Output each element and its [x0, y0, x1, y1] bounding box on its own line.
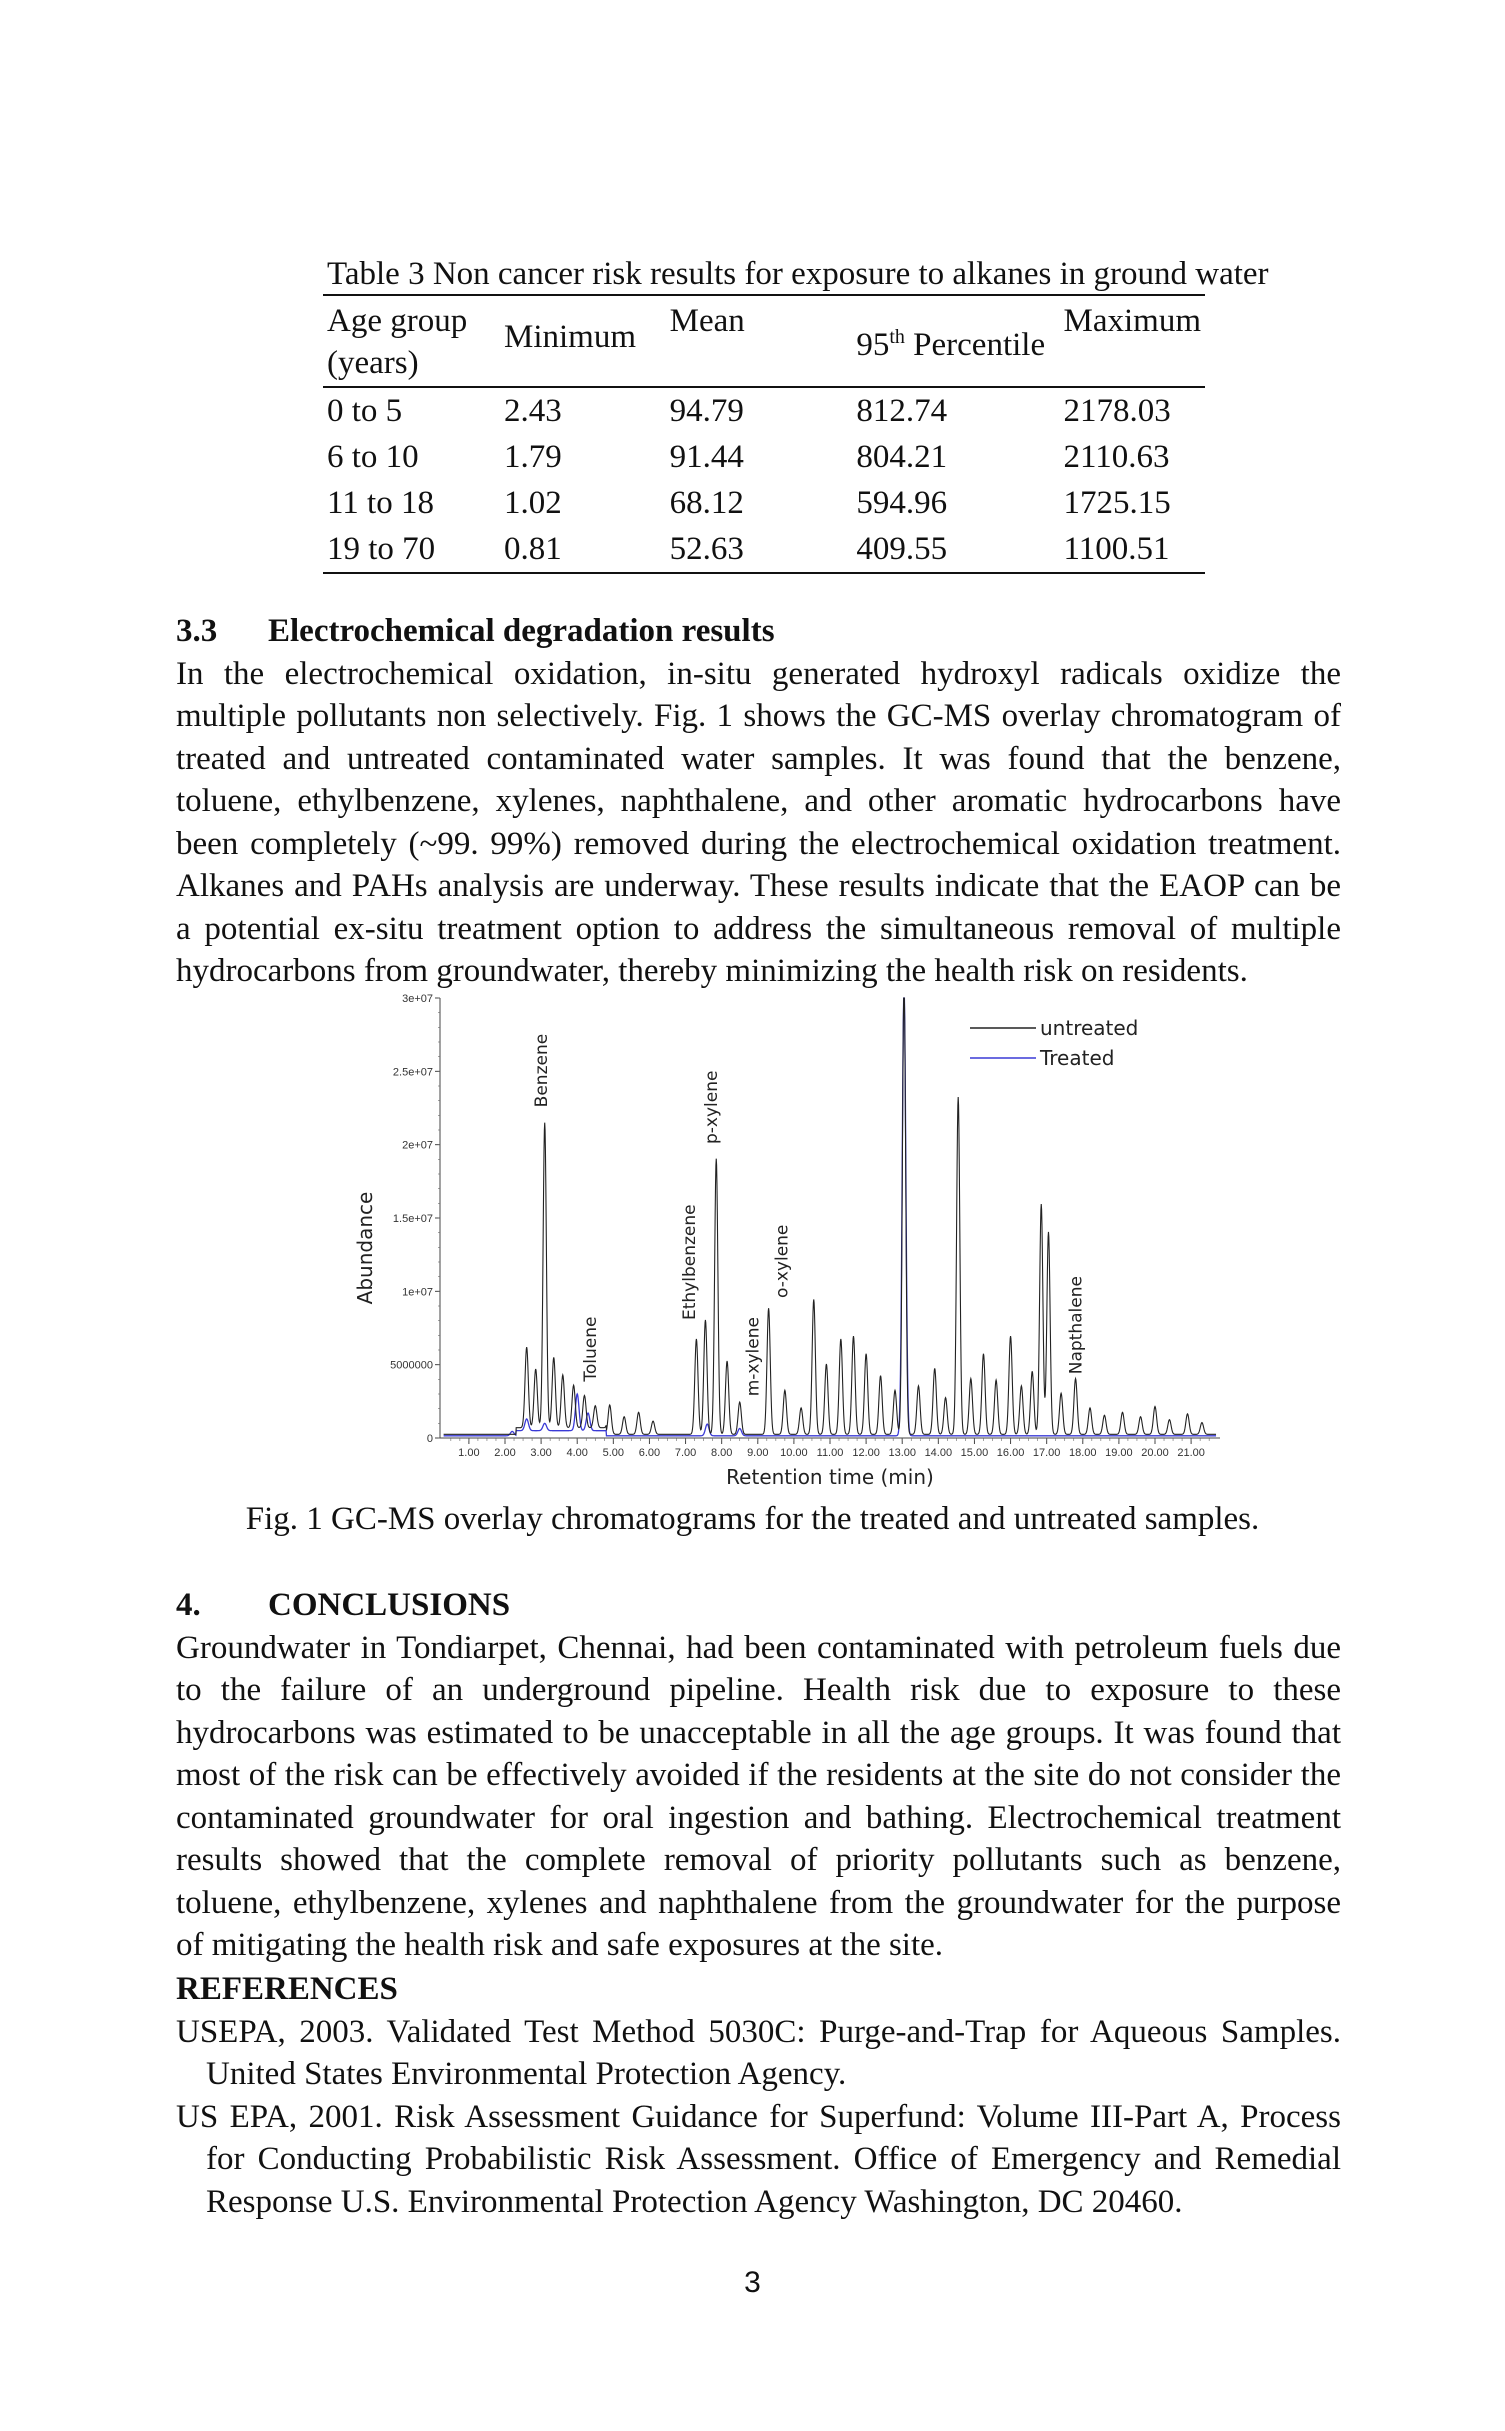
table-cell: 409.55	[852, 526, 1059, 573]
section-number: 3.3	[176, 613, 218, 649]
table-cell: 1725.15	[1063, 485, 1171, 521]
figure-caption: Fig. 1 GC-MS overlay chromatograms for the treated and untreated samples.	[245, 1501, 1260, 1537]
x-tick-label: 7.00	[674, 1447, 697, 1459]
table-cell: 1.02	[504, 485, 562, 521]
table-cell: 2110.63	[1063, 439, 1170, 475]
references-section	[176, 1968, 1341, 2223]
x-tick-label: 4.00	[566, 1447, 588, 1459]
y-tick-label: 2e+07	[402, 1139, 433, 1152]
table-row	[323, 387, 1205, 434]
section-body: Groundwater in Tondiarpet, Chennai, had been contaminated with petroleum fuels due to the failure of an underground pipeline. Health risk due to exposure to these hydrocarbons was estimated to be unacceptable in all the age groups. It was found that most of the risk can be effectively avoided if the residents at the site do not consider the contaminated groundwater for oral ingestion and bathing. Electrochemical treatment results showed that the complete removal of priority pollutants such as benzene, toluene, ethylbenzene, xylenes and naphthalene from the groundwater for the purpose of mitigating the health risk and safe exposures at the site.	[176, 1629, 1341, 1963]
peak-label: Toluene	[580, 1316, 601, 1382]
table-header-row	[323, 295, 1205, 387]
x-tick-label: 11.00	[816, 1447, 844, 1459]
section-body: In the electrochemical oxidation, in-situ generated hydroxyl radicals oxidize the multiple pollutants non selectively. Fig. 1 shows the GC-MS overlay chromatogram of treated and untreated contaminated water samples. It was found that the benzene, toluene, ethylbenzene, xylenes, naphthalene, and other aromatic hydrocarbons have been completely (~99. 99%) removed during the electrochemical oxidation treatment. Alkanes and PAHs analysis are underway. These results indicate that the EAOP can be a potential ex-situ treatment option to address the simultaneous removal of multiple hydrocarbons from groundwater, thereby minimizing the health risk on residents.	[176, 655, 1341, 989]
y-axis-title: Abundance	[353, 1191, 377, 1305]
table-cell: 2178.03	[1063, 393, 1171, 429]
y-tick-label: 5000000	[390, 1359, 433, 1372]
peak-label: Ethylbenzene	[680, 1204, 701, 1320]
legend-label: untreated	[1040, 1016, 1139, 1040]
y-tick-label: 0	[426, 1433, 433, 1445]
table-3	[323, 254, 1269, 574]
header-maximum: Maximum	[1060, 295, 1206, 387]
section-title: CONCLUSIONS	[268, 1587, 511, 1623]
table-cell: 804.21	[856, 439, 948, 475]
section-4-conclusions	[176, 1584, 1341, 1967]
table-cell: 11 to 18	[327, 485, 434, 521]
y-tick-label: 2.5e+07	[392, 1066, 433, 1079]
peak-label: Napthalene	[1066, 1276, 1087, 1375]
risk-table	[323, 294, 1205, 574]
table-row	[323, 480, 1205, 526]
percentile-prefix: 95	[856, 327, 890, 363]
section-heading	[176, 1584, 1341, 1627]
section-3-3	[176, 610, 1341, 993]
peak-label: o-xylene	[772, 1224, 793, 1298]
x-tick-label: 13.00	[888, 1447, 916, 1459]
y-tick-label: 3e+07	[402, 993, 433, 1005]
x-tick-label: 8.00	[710, 1447, 733, 1459]
reference-item: USEPA, 2003. Validated Test Method 5030C: Purge-and-Trap for Aqueous Samples. United States Environmental Protection Agency.	[176, 2013, 1341, 2092]
header-95th-percentile	[852, 295, 1059, 387]
y-tick-label: 1.5e+07	[392, 1213, 433, 1225]
header-mean: Mean	[666, 295, 853, 387]
x-tick-label: 17.00	[1032, 1447, 1061, 1459]
table-cell: 94.79	[669, 393, 744, 429]
chromatogram-chart	[330, 990, 1230, 1500]
x-tick-label: 16.00	[996, 1447, 1025, 1459]
header-minimum: Minimum	[500, 295, 666, 387]
table-cell: 1100.51	[1060, 526, 1206, 573]
x-tick-label: 5.00	[602, 1447, 625, 1459]
percentile-sup: th	[889, 326, 905, 348]
y-tick-label: 1e+07	[402, 1286, 433, 1299]
x-tick-label: 6.00	[638, 1447, 661, 1459]
table-cell: 19 to 70	[323, 526, 500, 573]
x-tick-label: 20.00	[1141, 1447, 1169, 1459]
x-tick-label: 10.00	[780, 1447, 808, 1459]
table-cell: 91.44	[669, 439, 744, 475]
references-heading: REFERENCES	[176, 1971, 398, 2007]
peak-label: m-xylene	[743, 1317, 764, 1397]
section-title: Electrochemical degradation results	[268, 613, 775, 649]
legend-label: Treated	[1040, 1046, 1115, 1070]
x-tick-label: 12.00	[852, 1447, 880, 1459]
table-cell: 0 to 5	[327, 393, 403, 429]
percentile-suffix: Percentile	[904, 327, 1046, 363]
table-row	[323, 434, 1205, 480]
peak-label: p-xylene	[701, 1070, 722, 1144]
section-heading	[176, 610, 1341, 653]
table-cell: 6 to 10	[327, 439, 419, 475]
x-tick-label: 18.00	[1069, 1447, 1097, 1459]
table-cell: 812.74	[856, 393, 948, 429]
table-caption: Table 3 Non cancer risk results for exposure to alkanes in ground water	[327, 256, 1269, 292]
x-tick-label: 9.00	[747, 1447, 769, 1459]
table-row	[323, 526, 1205, 573]
page-number: 3	[744, 2266, 761, 2299]
x-tick-label: 15.00	[960, 1447, 989, 1459]
table-cell: 1.79	[504, 439, 562, 475]
x-axis-title: Retention time (min)	[726, 1465, 934, 1489]
x-tick-label: 3.00	[530, 1447, 552, 1459]
peak-label: Benzene	[532, 1033, 553, 1108]
table-cell: 594.96	[856, 485, 948, 521]
x-tick-label: 21.00	[1177, 1447, 1205, 1459]
header-age-group: Age group (years)	[323, 295, 500, 387]
x-tick-label: 2.00	[494, 1447, 516, 1459]
x-tick-label: 19.00	[1105, 1447, 1133, 1459]
section-number: 4.	[176, 1587, 201, 1623]
reference-item: US EPA, 2001. Risk Assessment Guidance for Superfund: Volume III-Part A, Process for Conducting Probabilistic Risk Assessment. Office of Emergency and Remedial Response U.S. Environmental Protection Agency Washington, DC 20460.	[176, 2098, 1341, 2220]
x-tick-label: 14.00	[924, 1447, 953, 1459]
table-cell: 68.12	[669, 485, 744, 521]
x-tick-label: 1.00	[458, 1447, 480, 1459]
table-cell: 2.43	[504, 393, 562, 429]
table-cell: 52.63	[666, 526, 853, 573]
gcms-chromatogram-figure	[330, 990, 1230, 1500]
table-cell: 0.81	[500, 526, 666, 573]
